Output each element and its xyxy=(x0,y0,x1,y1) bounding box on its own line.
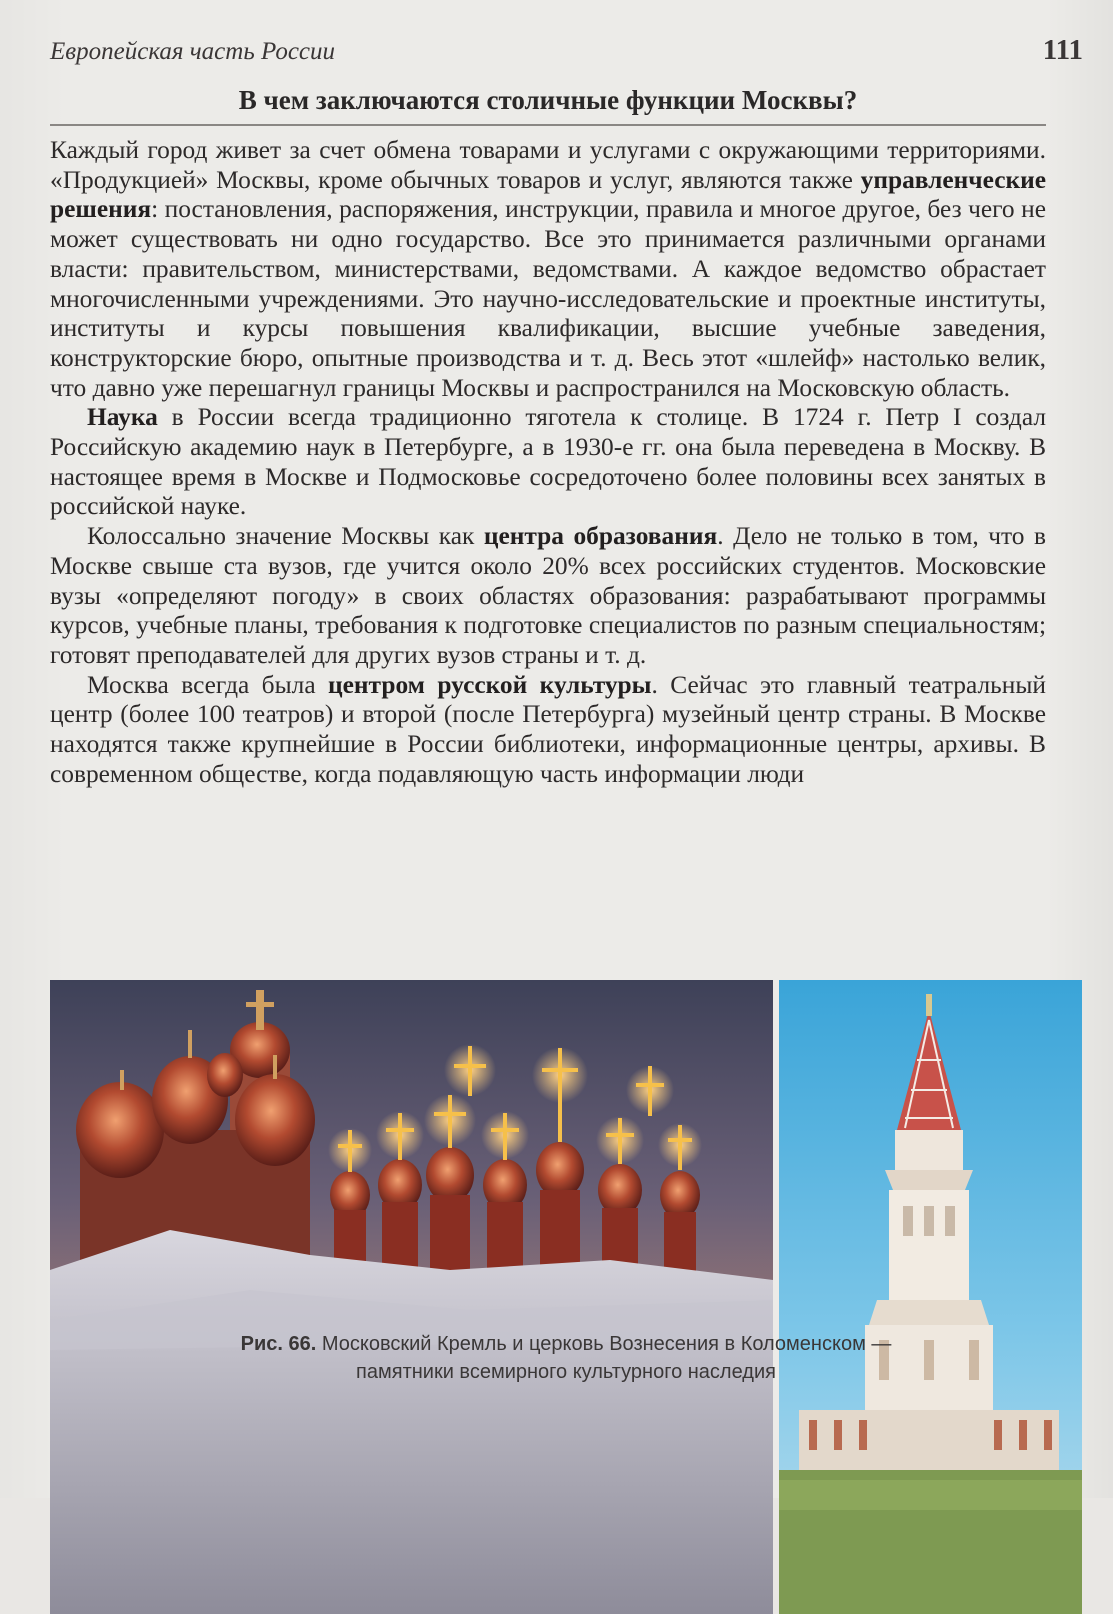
caption-line-2: памятники всемирного культурного наследия xyxy=(356,1361,776,1383)
text-run: . Сейчас это главный театральный центр (более 100 театров) и второй (после Петербурга) музейный центр страны. В Москве находятся также крупнейшие в России библиотеки, информационные центры, архивы. В современном обществе, когда подавляющую часть информации люди xyxy=(50,670,1046,788)
text-run: в России всегда традиционно тяготела к столице. В 1724 г. Петр I создал Российскую академию наук в Петербурге, а в 1930-е гг. она была переведена в Москву. В настоящее время в Москве и Подмосковье сосредоточено более половины всех занятых в российской науке. xyxy=(50,403,1046,521)
figure-caption xyxy=(50,1330,1082,1386)
running-head: Европейская часть России xyxy=(50,38,336,65)
paragraph xyxy=(50,403,1046,522)
text-run: Каждый город живет за счет обмена товарами и услугами с окружающими территориями. «Продукцией» Москвы, кроме обычных товаров и услуг, являются также xyxy=(50,136,1046,194)
caption-line-1: Московский Кремль и церковь Вознесения в Коломенском — xyxy=(321,1333,892,1355)
body-text xyxy=(50,136,1046,789)
title-divider xyxy=(50,124,1046,126)
paragraph xyxy=(50,522,1046,671)
bold-term: Наука xyxy=(87,403,158,432)
church-of-ascension-kolomenskoe-photo xyxy=(779,980,1082,1614)
text-run: : постановления, распоряжения, инструкции, правила и многое другое, без чего не может существовать ни одно государство. Все это принимается различными органами власти: правительством, министерствами, ведомствами. А каждое ведомство обрастает многочисленными учреждениями. Это научно-исследовательские и проектные институты, институты и курсы повышения квалификации, высшие учебные заведения, конструкторские бюро, опытные производства и т. д. Весь этот «шлейф» настолько велик, что давно уже перешагнул границы Москвы и распространился на Московскую область. xyxy=(50,195,1046,402)
text-run: Москва всегда была xyxy=(87,670,329,699)
text-run: Колоссально значение Москвы как xyxy=(87,522,484,551)
page-number: 111 xyxy=(1042,34,1083,66)
figure-label: Рис. 66. xyxy=(240,1333,317,1355)
kremlin-cathedrals-photo xyxy=(50,980,773,1614)
section-title: В чем заключаются столичные функции Москвы? xyxy=(238,85,858,115)
bold-term: центра образования xyxy=(483,522,718,551)
paragraph xyxy=(50,136,1046,403)
text-run: . Дело не только в том, что в Москве свыше ста вузов, где учится около 20% всех российских студентов. Московские вузы «определяют погоду» в своих областях образования: разрабатывают программы курсов, учебные планы, требования к подготовке специалистов по разным специальностям; готовят преподавателей для других вузов страны и т. д. xyxy=(50,522,1047,669)
bold-term: управленческие решения xyxy=(50,165,1046,224)
paragraph xyxy=(50,671,1046,790)
bold-term: центром русской культуры xyxy=(328,670,652,699)
